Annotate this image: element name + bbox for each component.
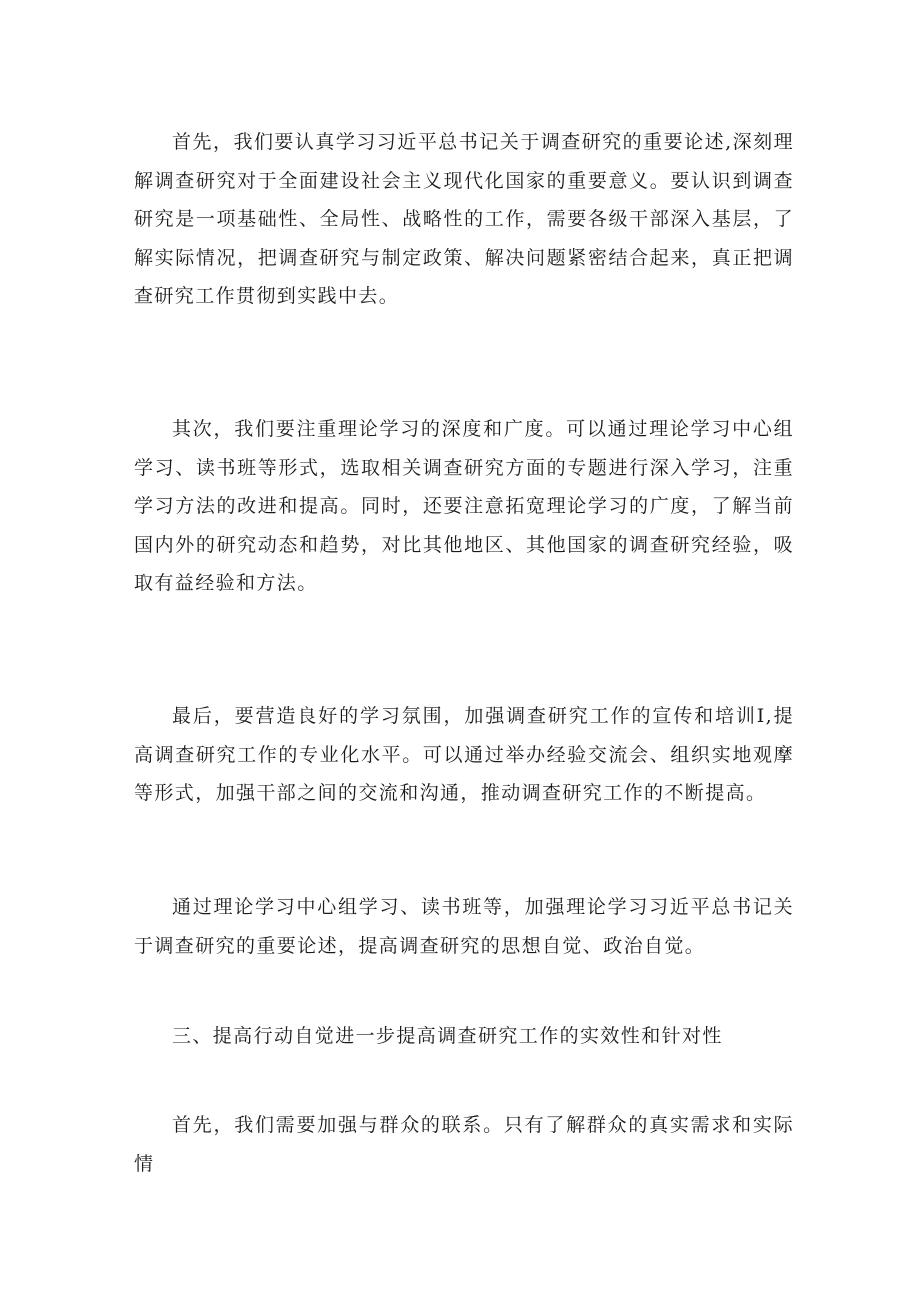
paragraph-4: 通过理论学习中心组学习、读书班等，加强理论学习习近平总书记关于调查研究的重要论述，提高调查研究的思想自觉、政治自觉。 <box>134 896 794 957</box>
section-heading: 三、提高行动自觉进一步提高调查研究工作的实效性和针对性 <box>172 1025 723 1047</box>
paragraph-3: 最后，要营造良好的学习氛围，加强调查研究工作的宣传和培训I,提高调查研究工作的专业化水平。可以通过举办经验交流会、组织实地观摩等形式，加强干部之间的交流和沟通，推动调查研究工作的不断提高。 <box>134 705 794 804</box>
paragraph-1: 首先，我们要认真学习习近平总书记关于调查研究的重要论述,深刻理解调查研究对于全面建设社会主义现代化国家的重要意义。要认识到调查研究是一项基础性、全局性、战略性的工作，需要各级干部深入基层，了解实际情况，把调查研究与制定政策、解决问题紧密结合起来，真正把调查研究工作贯彻到实践中去。 <box>134 131 794 307</box>
paragraph-5: 首先，我们需要加强与群众的联系。只有了解群众的真实需求和实际情 <box>134 1114 794 1175</box>
paragraph-2: 其次，我们要注重理论学习的深度和广度。可以通过理论学习中心组学习、读书班等形式，选取相关调查研究方面的专题进行深入学习，注重学习方法的改进和提高。同时，还要注意拓宽理论学习的广度，了解当前国内外的研究动态和趋势，对比其他地区、其他国家的调查研究经验，吸取有益经验和方法。 <box>134 418 794 594</box>
